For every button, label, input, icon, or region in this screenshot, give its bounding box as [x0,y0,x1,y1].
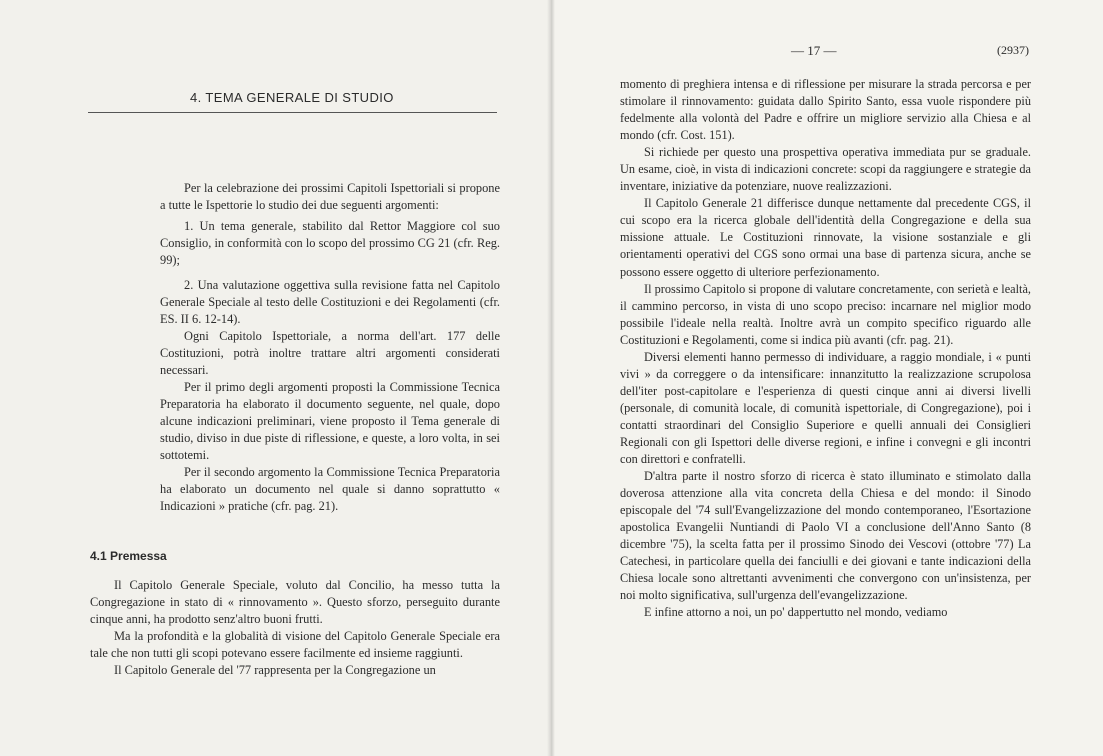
intro-block [160,180,500,515]
list-item-2: 2. Una valutazione oggettiva sulla revisione fatta nel Capitolo Generale Speciale al testo delle Costituzioni e dei Regolamenti (cfr. ES. II 6. 12-14). [160,278,500,326]
list-item-1: 1. Un tema generale, stabilito dal Rettor Maggiore col suo Consiglio, in conformità con lo scopo del prossimo CG 21 (cfr. Reg. 99); [160,219,500,267]
paragraph-2: Si richiede per questo una prospettiva operativa immediata pur se graduale. Un esame, cioè, in vista di indicazioni concrete: scopi da raggiungere e strategie da inventare, iniziative da potenziare, nuove realizzazioni. [620,145,1031,194]
left-page [0,0,551,756]
right-text-block [620,76,1031,622]
paragraph-1: momento di preghiera intensa e di riflessione per misurare la strada percorsa e per stimolare il rinnovamento: guidata dallo Spirito Santo, essa vuole rispondere più fedelmente alla volontà del Padre e offrire un migliore servizio alla Chiesa e al mondo (cfr. Cost. 151). [620,77,1031,143]
paragraph-other-topics: Ogni Capitolo Ispettoriale, a norma dell'art. 177 delle Costituzioni, potrà inoltre trattare altri argomenti considerati necessari. [160,329,500,377]
title-rule [88,112,497,113]
page-number: — 17 — [791,43,837,58]
corner-number: (2937) [997,43,1029,57]
chapter-title: 4. TEMA GENERALE DI STUDIO [190,90,394,105]
intro-paragraph: Per la celebrazione dei prossimi Capitoli Ispettoriali si propone a tutte le Ispettorie lo studio dei due seguenti argomenti: [160,181,500,212]
book-gutter [547,0,555,756]
paragraph-second-topic: Per il secondo argomento la Commissione Tecnica Preparatoria ha elaborato un documento nel quale si danno soprattutto « Indicazioni » pratiche (cfr. pag. 21). [160,465,500,513]
section-heading: 4.1 Premessa [90,549,167,563]
paragraph-3: Il Capitolo Generale 21 differisce dunque nettamente dal precedente CGS, il cui scopo era la ricerca globale dell'identità della Congregazione e della sua missione attuale. Le Costituzioni rinnovate, la visione sostanziale e gli orientamenti operativi del CGS sono ormai una base di partenza sicura, anche se possono essere oggetto di ulteriore perfezionamento. [620,196,1031,279]
premessa-paragraph-2: Ma la profondità e la globalità di visione del Capitolo Generale Speciale era tale che non tutti gli scopi potevano essere facilmente ed insieme raggiunti. [90,629,500,660]
paragraph-first-topic: Per il primo degli argomenti proposti la Commissione Tecnica Preparatoria ha elaborato il documento seguente, nel quale, dopo alcune indicazioni preliminari, viene proposto il Tema generale di studio, diviso in due piste di riflessione, e queste, a loro volta, in sei sottotemi. [160,380,500,462]
paragraph-5: Diversi elementi hanno permesso di individuare, a raggio mondiale, i « punti vivi » da correggere o da intensificare: innanzitutto la realizzazione scrupolosa dell'iter post-capitolare e l'esperienza di questi cinque anni ai diversi livelli (personale, di comunità locale, di comunità ispettoriale, di Congregazione), poi i contatti straordinari del Consiglio Superiore e quelli annuali dei Consiglieri Regionali con gli Ispettori delle diverse regioni, e infine i convegni e gli incontri con direttori e confratelli. [620,349,1031,467]
paragraph-4: Il prossimo Capitolo si propone di valutare concretamente, con serietà e lealtà, il cammino percorso, in vista di uno scopo preciso: incarnare nel miglior modo possibile l'ideale nella realtà. Inoltre avrà un compito specifico riguardo alle Costituzioni e Regolamenti, come si indica più avanti (cfr. pag. 21). [620,281,1031,347]
premessa-paragraph-1: Il Capitolo Generale Speciale, voluto dal Concilio, ha messo tutta la Congregazione in stato di « rinnovamento ». Questo sforzo, perseguito durante cinque anni, ha prodotto senz'altro buoni frutti. [90,578,500,626]
paragraph-7: E infine attorno a noi, un po' dappertutto nel mondo, vediamo [644,605,948,620]
paragraph-6: D'altra parte il nostro sforzo di ricerca è stato illuminato e stimolato dalla doverosa attenzione alla vita concreta della Chiesa e del mondo: il Sinodo episcopale del '74 sull'Evangelizzazione del mondo contemporaneo, l'Esortazione apostolica Evangelii Nuntiandi di Paolo VI a conclusione dell'Anno Santo (8 dicembre '75), la scelta fatta per il prossimo Sinodo dei Vescovi (ottobre '77) La Catechesi, in particolare quella dei fanciulli e dei giovani e tante indicazioni della Chiesa locale sono altrettanti avvenimenti che convergono con un'insistenza, per noi molto significativa, sull'urgenza dell'evangelizzazione. [620,469,1031,603]
premessa-paragraph-3: Il Capitolo Generale del '77 rappresenta per la Congregazione un [114,663,436,677]
right-page [551,0,1103,756]
premessa-block [90,577,500,679]
